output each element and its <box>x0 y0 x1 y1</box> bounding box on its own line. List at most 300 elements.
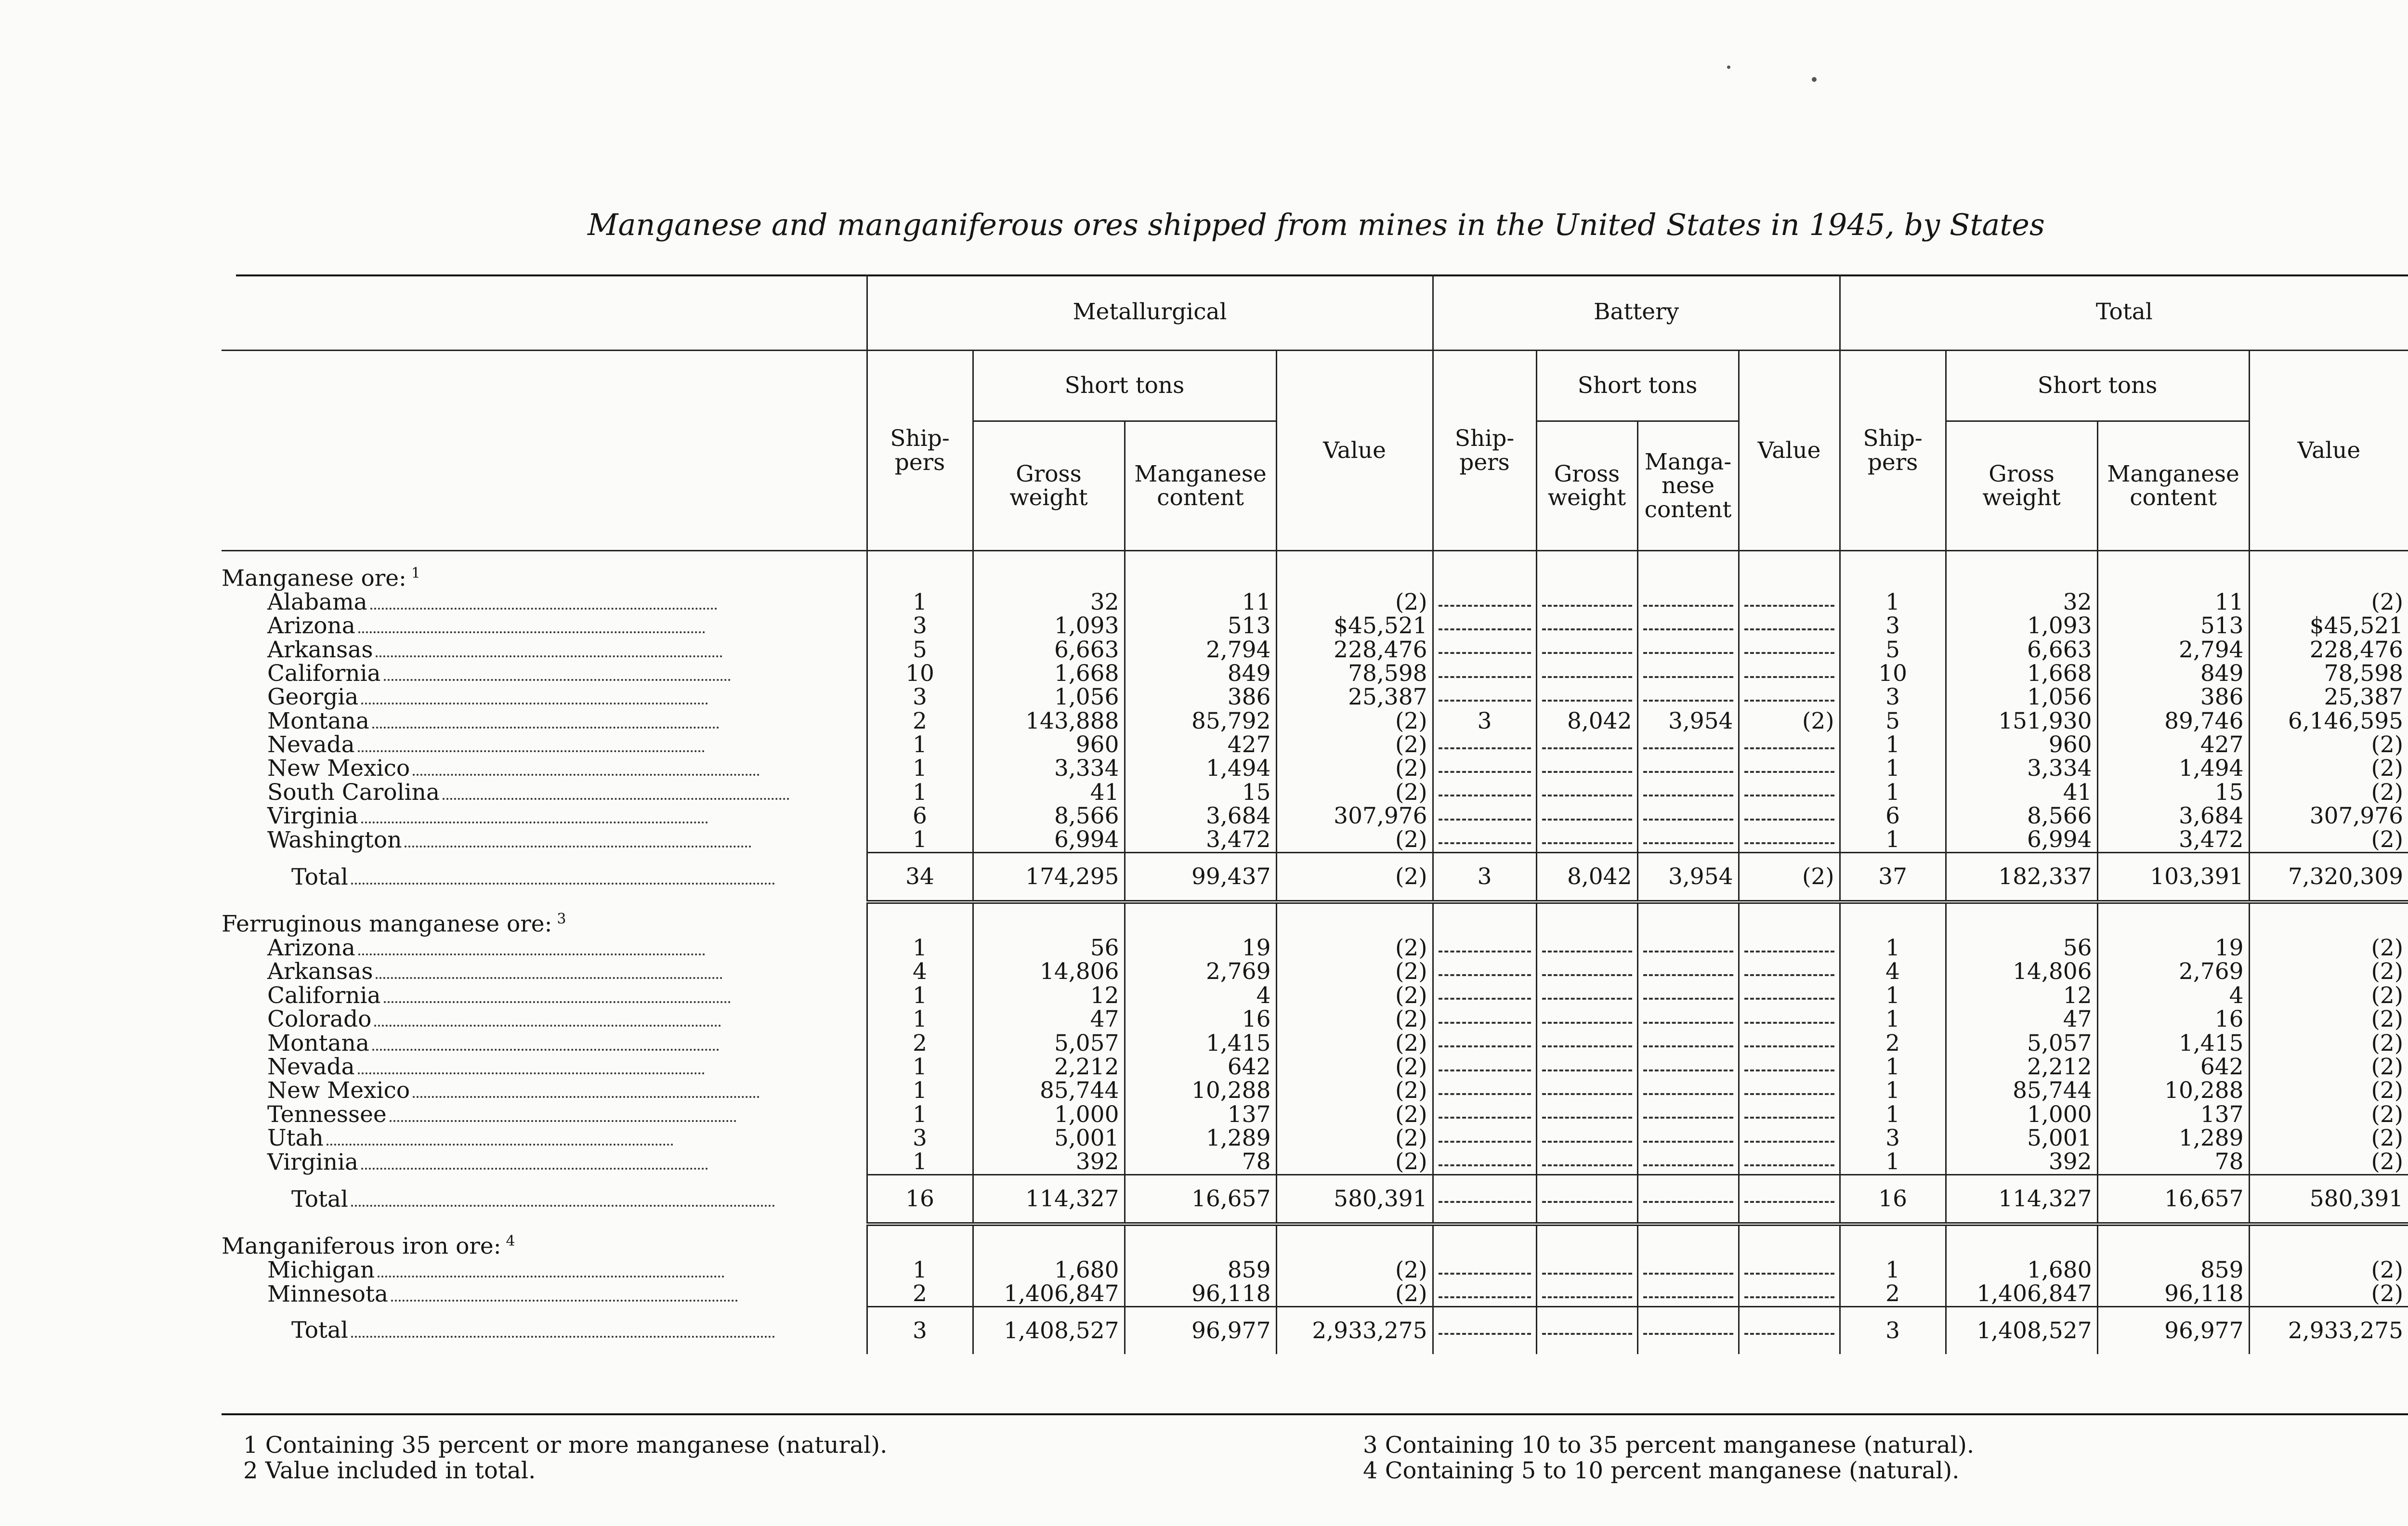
dash-leader <box>1542 1022 1632 1024</box>
metallurgical-shippers: 1 <box>867 1103 973 1126</box>
total-manganese-content: 15 <box>2097 781 2249 804</box>
battery-manganese-content <box>1637 1007 1739 1031</box>
battery-gross-weight <box>1536 662 1637 685</box>
empty-cell <box>1840 902 1946 936</box>
empty-cell <box>1637 902 1739 936</box>
dash-leader <box>1744 1333 1834 1335</box>
metallurgical-value: (2) <box>1276 1031 1433 1055</box>
battery-gross-weight <box>1536 685 1637 709</box>
battery-gross-weight <box>1536 1007 1637 1031</box>
dot-leader <box>384 1001 731 1003</box>
total-value: 6,146,595 <box>2249 709 2408 733</box>
total-manganese-content: 513 <box>2097 614 2249 638</box>
state-name: Tennessee <box>267 1101 387 1128</box>
battery-gross-weight: 8,042 <box>1536 709 1637 733</box>
total-manganese-content: 1,494 <box>2097 756 2249 780</box>
battery-gross-weight <box>1536 1103 1637 1126</box>
metallurgical-shippers: 2 <box>867 709 973 733</box>
dot-leader <box>413 1096 759 1098</box>
total-value: (2) <box>2249 984 2408 1007</box>
total-manganese-content: 386 <box>2097 685 2249 709</box>
footnote-marker: 4 <box>506 1232 515 1250</box>
metallurgical-shippers: 10 <box>867 662 973 685</box>
metallurgical-value: (2) <box>1276 733 1433 756</box>
empty-cell <box>1276 1224 1433 1258</box>
total-label-cell <box>222 852 867 902</box>
state-name: Virginia <box>267 1148 359 1175</box>
state-name: California <box>267 660 381 687</box>
state-label-cell <box>222 709 867 733</box>
dash-leader <box>1439 1201 1531 1203</box>
metallurgical-gross-weight: 14,806 <box>973 960 1125 983</box>
total-gross-weight: 151,930 <box>1946 709 2097 733</box>
total-shippers: 1 <box>1840 1079 1946 1102</box>
total-value: 228,476 <box>2249 638 2408 662</box>
battery-gross-weight <box>1536 1126 1637 1150</box>
battery-gross-weight <box>1536 960 1637 983</box>
metallurgical-manganese-content: 3,684 <box>1125 804 1276 828</box>
metallurgical-shippers: 1 <box>867 936 973 960</box>
total-value: 580,391 <box>2249 1174 2408 1224</box>
dash-leader <box>1744 1117 1834 1119</box>
dash-leader <box>1744 676 1834 678</box>
table-row <box>222 709 2408 733</box>
total-shippers: 1 <box>1840 756 1946 780</box>
empty-cell <box>1276 551 1433 591</box>
total-shippers: 5 <box>1840 638 1946 662</box>
total-gross-weight: 960 <box>1946 733 2097 756</box>
metallurgical-manganese-content: 19 <box>1125 936 1276 960</box>
empty-cell <box>1536 1224 1637 1258</box>
state-name: New Mexico <box>267 1077 410 1104</box>
battery-gross-weight <box>1536 1174 1637 1224</box>
dash-leader <box>1643 747 1733 749</box>
dash-leader <box>1643 998 1733 1000</box>
metallurgical-gross-weight: 56 <box>973 936 1125 960</box>
metallurgical-manganese-content: 10,288 <box>1125 1079 1276 1102</box>
dash-leader <box>1439 1333 1531 1335</box>
total-shippers: 4 <box>1840 960 1946 983</box>
metallurgical-manganese-content: 849 <box>1125 662 1276 685</box>
battery-gross-weight <box>1536 1055 1637 1079</box>
state-label-cell <box>222 1031 867 1055</box>
battery-gross-weight <box>1536 1150 1637 1174</box>
total-shippers-header: Ship-pers <box>1840 351 1946 550</box>
dash-leader <box>1542 1333 1632 1335</box>
state-name: New Mexico <box>267 755 410 782</box>
total-shippers: 16 <box>1840 1174 1946 1224</box>
dash-leader <box>1439 842 1531 844</box>
battery-gross-weight <box>1536 936 1637 960</box>
total-value: (2) <box>2249 1055 2408 1079</box>
metallurgical-value: $45,521 <box>1276 614 1433 638</box>
empty-cell <box>1840 551 1946 591</box>
metallurgical-manganese-content-header: Manganese content <box>1125 421 1276 550</box>
dash-leader <box>1542 771 1632 773</box>
total-row <box>222 1306 2408 1354</box>
battery-value-header: Value <box>1739 351 1840 550</box>
state-name: South Carolina <box>267 779 440 806</box>
dot-leader <box>443 798 789 800</box>
dash-leader <box>1744 842 1834 844</box>
total-shippers: 2 <box>1840 1031 1946 1055</box>
dash-leader <box>1542 974 1632 976</box>
metallurgical-gross-weight: 1,093 <box>973 614 1125 638</box>
total-gross-weight: 5,057 <box>1946 1031 2097 1055</box>
battery-shippers <box>1433 1282 1536 1306</box>
state-label-cell <box>222 1055 867 1079</box>
total-gross-weight: 8,566 <box>1946 804 2097 828</box>
battery-manganese-content: 3,954 <box>1637 852 1739 902</box>
total-gross-weight: 1,408,527 <box>1946 1306 2097 1354</box>
dash-leader <box>1542 1093 1632 1095</box>
battery-shippers <box>1433 960 1536 983</box>
dash-leader <box>1439 819 1531 821</box>
dash-leader <box>1744 974 1834 976</box>
manganese-table-wrapper <box>222 274 2408 1354</box>
battery-manganese-content-header: Manga-nese content <box>1637 421 1739 550</box>
dot-leader <box>358 953 705 955</box>
dash-leader <box>1744 819 1834 821</box>
empty-cell <box>1536 551 1637 591</box>
dot-leader <box>376 977 722 979</box>
state-name: Georgia <box>267 684 359 711</box>
total-gross-weight: 1,668 <box>1946 662 2097 685</box>
metallurgical-manganese-content: 513 <box>1125 614 1276 638</box>
metallurgical-value: 580,391 <box>1276 1174 1433 1224</box>
state-label-cell <box>222 1150 867 1174</box>
metallurgical-manganese-content: 427 <box>1125 733 1276 756</box>
state-name: Virginia <box>267 803 359 830</box>
empty-cell <box>973 551 1125 591</box>
total-manganese-content: 78 <box>2097 1150 2249 1174</box>
dash-leader <box>1744 1296 1834 1298</box>
battery-gross-weight <box>1536 1079 1637 1102</box>
battery-shippers <box>1433 1306 1536 1354</box>
dash-leader <box>1439 605 1531 607</box>
metallurgical-value: (2) <box>1276 1150 1433 1174</box>
total-manganese-content: 16,657 <box>2097 1174 2249 1224</box>
total-gross-weight: 1,406,847 <box>1946 1282 2097 1306</box>
state-name: California <box>267 982 381 1009</box>
dash-leader <box>1744 628 1834 630</box>
battery-shippers <box>1433 781 1536 804</box>
empty-cell <box>1125 1224 1276 1258</box>
total-manganese-content-header: Manganese content <box>2097 421 2249 550</box>
total-value: (2) <box>2249 1007 2408 1031</box>
metallurgical-shippers: 5 <box>867 638 973 662</box>
battery-manganese-content <box>1637 685 1739 709</box>
total-manganese-content: 642 <box>2097 1055 2249 1079</box>
dot-leader <box>374 1025 721 1027</box>
metallurgical-value: (2) <box>1276 1055 1433 1079</box>
battery-gross-weight <box>1536 614 1637 638</box>
battery-gross-weight <box>1536 828 1637 852</box>
total-manganese-content: 16 <box>2097 1007 2249 1031</box>
dash-leader <box>1439 951 1531 952</box>
total-manganese-content: 103,391 <box>2097 852 2249 902</box>
battery-shippers: 3 <box>1433 852 1536 902</box>
metallurgical-shippers: 16 <box>867 1174 973 1224</box>
metallurgical-value: (2) <box>1276 1258 1433 1282</box>
table-row <box>222 781 2408 804</box>
dash-leader <box>1643 605 1733 607</box>
empty-cell <box>1739 1224 1840 1258</box>
section-label: Ferruginous manganese ore: <box>222 911 552 938</box>
total-header: Total <box>1840 274 2408 351</box>
dash-leader <box>1439 747 1531 749</box>
dot-leader <box>370 608 717 610</box>
dash-leader <box>1542 1141 1632 1143</box>
metallurgical-value: (2) <box>1276 828 1433 852</box>
dot-leader <box>378 1276 724 1278</box>
metallurgical-value: 228,476 <box>1276 638 1433 662</box>
state-label-cell <box>222 960 867 983</box>
dash-leader <box>1643 700 1733 702</box>
table-row <box>222 614 2408 638</box>
metallurgical-manganese-content: 78 <box>1125 1150 1276 1174</box>
dot-leader <box>351 1336 775 1338</box>
metallurgical-gross-weight: 41 <box>973 781 1125 804</box>
dash-leader <box>1744 951 1834 952</box>
metallurgical-shippers: 1 <box>867 1079 973 1102</box>
dash-leader <box>1439 1117 1531 1119</box>
metallurgical-shippers: 4 <box>867 960 973 983</box>
metallurgical-value: (2) <box>1276 709 1433 733</box>
metallurgical-shippers: 1 <box>867 828 973 852</box>
battery-shippers <box>1433 662 1536 685</box>
empty-cell <box>1946 902 2097 936</box>
battery-gross-weight <box>1536 1031 1637 1055</box>
total-shippers: 1 <box>1840 1103 1946 1126</box>
table-row <box>222 1055 2408 1079</box>
empty-cell <box>2097 551 2249 591</box>
dash-leader <box>1643 771 1733 773</box>
battery-gross-weight <box>1536 984 1637 1007</box>
empty-cell <box>973 902 1125 936</box>
dash-leader <box>1643 951 1733 952</box>
dash-leader <box>1643 676 1733 678</box>
total-gross-weight: 12 <box>1946 984 2097 1007</box>
table-row <box>222 662 2408 685</box>
total-label-cell <box>222 1306 867 1354</box>
metallurgical-gross-weight: 1,406,847 <box>973 1282 1125 1306</box>
battery-gross-weight <box>1536 781 1637 804</box>
battery-manganese-content <box>1637 960 1739 983</box>
metallurgical-manganese-content: 11 <box>1125 590 1276 614</box>
state-label-cell <box>222 1103 867 1126</box>
dash-leader <box>1744 1201 1834 1203</box>
metallurgical-manganese-content: 859 <box>1125 1258 1276 1282</box>
metallurgical-gross-weight: 1,056 <box>973 685 1125 709</box>
total-shippers: 1 <box>1840 1150 1946 1174</box>
metallurgical-shippers: 1 <box>867 1150 973 1174</box>
battery-manganese-content: 3,954 <box>1637 709 1739 733</box>
total-shippers: 5 <box>1840 709 1946 733</box>
metallurgical-value: 78,598 <box>1276 662 1433 685</box>
battery-gross-weight <box>1536 590 1637 614</box>
total-shippers: 1 <box>1840 733 1946 756</box>
battery-shippers-header: Ship-pers <box>1433 351 1536 550</box>
metallurgical-manganese-content: 96,977 <box>1125 1306 1276 1354</box>
dash-leader <box>1643 1093 1733 1095</box>
dash-leader <box>1744 1022 1834 1024</box>
battery-shippers <box>1433 1031 1536 1055</box>
dash-leader <box>1643 819 1733 821</box>
total-shippers: 1 <box>1840 1258 1946 1282</box>
total-row <box>222 852 2408 902</box>
total-manganese-content: 10,288 <box>2097 1079 2249 1102</box>
total-shippers: 3 <box>1840 685 1946 709</box>
dash-leader <box>1542 1201 1632 1203</box>
metallurgical-manganese-content: 85,792 <box>1125 709 1276 733</box>
metallurgical-gross-weight: 5,001 <box>973 1126 1125 1150</box>
dash-leader <box>1643 974 1733 976</box>
state-label-cell <box>222 828 867 852</box>
speck <box>1812 77 1817 82</box>
dash-leader <box>1744 605 1834 607</box>
total-gross-weight: 1,680 <box>1946 1258 2097 1282</box>
battery-value <box>1739 685 1840 709</box>
total-gross-weight: 6,663 <box>1946 638 2097 662</box>
header-row-short-tons <box>222 351 2408 421</box>
metallurgical-manganese-content: 3,472 <box>1125 828 1276 852</box>
metallurgical-value: (2) <box>1276 1126 1433 1150</box>
dash-leader <box>1439 652 1531 654</box>
battery-value <box>1739 984 1840 1007</box>
empty-cell <box>973 1224 1125 1258</box>
total-value: 78,598 <box>2249 662 2408 685</box>
total-manganese-content: 849 <box>2097 662 2249 685</box>
table-row <box>222 1282 2408 1306</box>
dash-leader <box>1744 747 1834 749</box>
metallurgical-manganese-content: 642 <box>1125 1055 1276 1079</box>
battery-gross-weight <box>1536 1306 1637 1354</box>
section-heading <box>222 551 867 591</box>
metallurgical-gross-weight: 960 <box>973 733 1125 756</box>
total-label: Total <box>291 1186 348 1213</box>
metallurgical-value: (2) <box>1276 1103 1433 1126</box>
section-label: Manganiferous iron ore: <box>222 1233 501 1260</box>
table-row <box>222 1031 2408 1055</box>
dash-leader <box>1542 819 1632 821</box>
section-heading-row <box>222 902 2408 936</box>
battery-gross-weight <box>1536 1282 1637 1306</box>
metallurgical-value: (2) <box>1276 1079 1433 1102</box>
metallurgical-shippers: 3 <box>867 614 973 638</box>
dash-leader <box>1744 1273 1834 1275</box>
state-name: Montana <box>267 1030 369 1056</box>
metallurgical-manganese-content: 1,494 <box>1125 756 1276 780</box>
table-row <box>222 685 2408 709</box>
dash-leader <box>1439 1164 1531 1166</box>
battery-shippers <box>1433 804 1536 828</box>
dot-leader <box>351 1205 775 1207</box>
battery-value <box>1739 1174 1840 1224</box>
dash-leader <box>1744 1070 1834 1071</box>
dash-leader <box>1744 652 1834 654</box>
dash-leader <box>1643 1141 1733 1143</box>
dash-leader <box>1542 1045 1632 1047</box>
empty-cell <box>1739 902 1840 936</box>
battery-shippers <box>1433 984 1536 1007</box>
metallurgical-shippers: 1 <box>867 733 973 756</box>
state-name: Montana <box>267 707 369 734</box>
metallurgical-manganese-content: 99,437 <box>1125 852 1276 902</box>
battery-shippers <box>1433 733 1536 756</box>
empty-cell <box>1946 551 2097 591</box>
metallurgical-shippers: 3 <box>867 1306 973 1354</box>
battery-manganese-content <box>1637 733 1739 756</box>
state-label-cell <box>222 756 867 780</box>
total-manganese-content: 3,684 <box>2097 804 2249 828</box>
metallurgical-manganese-content: 1,289 <box>1125 1126 1276 1150</box>
section-heading-row <box>222 1224 2408 1258</box>
dash-leader <box>1643 1045 1733 1047</box>
metallurgical-gross-weight: 392 <box>973 1150 1125 1174</box>
table-row <box>222 984 2408 1007</box>
dash-leader <box>1542 1296 1632 1298</box>
total-value: (2) <box>2249 733 2408 756</box>
total-manganese-content: 89,746 <box>2097 709 2249 733</box>
empty-cell <box>1637 551 1739 591</box>
state-label-cell <box>222 936 867 960</box>
metallurgical-value: (2) <box>1276 590 1433 614</box>
metallurgical-gross-weight: 1,680 <box>973 1258 1125 1282</box>
battery-value <box>1739 1126 1840 1150</box>
metallurgical-gross-weight: 85,744 <box>973 1079 1125 1102</box>
metallurgical-gross-weight: 5,057 <box>973 1031 1125 1055</box>
metallurgical-header: Metallurgical <box>867 274 1433 351</box>
dash-leader <box>1643 628 1733 630</box>
battery-value <box>1739 828 1840 852</box>
total-gross-weight-header: Gross weight <box>1946 421 2097 550</box>
battery-shippers <box>1433 828 1536 852</box>
total-manganese-content: 19 <box>2097 936 2249 960</box>
dash-leader <box>1542 951 1632 952</box>
state-name: Nevada <box>267 1053 355 1080</box>
total-value: (2) <box>2249 960 2408 983</box>
dash-leader <box>1744 998 1834 1000</box>
metallurgical-shippers: 1 <box>867 781 973 804</box>
dash-leader <box>1542 1164 1632 1166</box>
dash-leader <box>1439 771 1531 773</box>
dash-leader <box>1542 998 1632 1000</box>
table-row <box>222 1103 2408 1126</box>
dash-leader <box>1542 795 1632 796</box>
total-shippers: 1 <box>1840 936 1946 960</box>
metallurgical-shippers: 34 <box>867 852 973 902</box>
state-label-cell <box>222 1282 867 1306</box>
dash-leader <box>1542 652 1632 654</box>
battery-shippers <box>1433 1055 1536 1079</box>
dash-leader <box>1744 795 1834 796</box>
total-gross-weight: 1,000 <box>1946 1103 2097 1126</box>
dash-leader <box>1439 974 1531 976</box>
empty-cell <box>1125 551 1276 591</box>
dash-leader <box>1643 795 1733 796</box>
battery-shippers <box>1433 1103 1536 1126</box>
dot-leader <box>358 631 705 633</box>
state-label-cell <box>222 614 867 638</box>
battery-value <box>1739 1282 1840 1306</box>
metallurgical-shippers-header: Ship-pers <box>867 351 973 550</box>
dash-leader <box>1439 1141 1531 1143</box>
battery-manganese-content <box>1637 781 1739 804</box>
dash-leader <box>1439 998 1531 1000</box>
state-label-cell <box>222 1258 867 1282</box>
battery-shippers <box>1433 638 1536 662</box>
